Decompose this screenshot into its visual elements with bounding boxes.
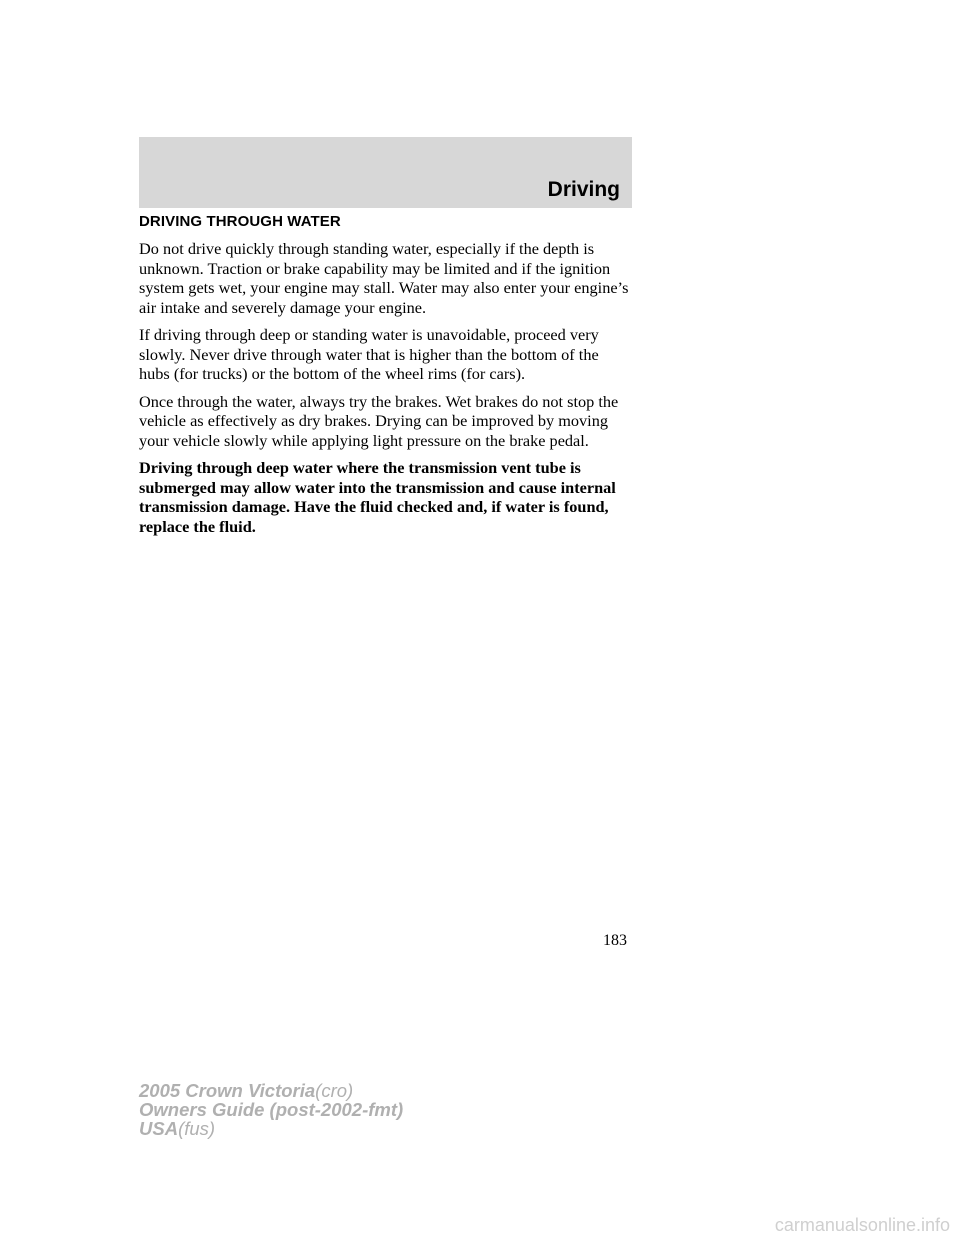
footer-model-code: (cro) — [315, 1080, 354, 1101]
section-heading: DRIVING THROUGH WATER — [139, 213, 341, 230]
footer-line-guide — [139, 1100, 403, 1119]
watermark-text: carmanualsonline.info — [774, 1215, 950, 1235]
footer-guide-name: Owners Guide (post-2002-fmt) — [139, 1099, 404, 1120]
section-title: Driving — [547, 178, 620, 201]
page-number: 183 — [603, 932, 627, 949]
paragraph-standing-water: Do not drive quickly through standing water, especially if the depth is unknown. Traction or brake capability may be limited and if the ignition system gets wet, your engine may stall. Water may also enter your engine’s air intake and severely damage your engine. — [139, 239, 629, 317]
document-footer — [139, 1081, 403, 1138]
paragraph-deep-water: If driving through deep or standing water is unavoidable, proceed very slowly. Never drive through water that is higher than the bottom of the hubs (for trucks) or the bottom of the wheel rims (for cars). — [139, 325, 599, 383]
footer-model-name: 2005 Crown Victoria — [139, 1080, 316, 1101]
footer-market-name: USA — [139, 1118, 179, 1139]
paragraph-wet-brakes: Once through the water, always try the brakes. Wet brakes do not stop the vehicle as effectively as dry brakes. Drying can be improved by moving your vehicle slowly while applying light pressure on the brake pedal. — [139, 391, 619, 450]
page-content — [139, 212, 632, 544]
transmission-warning: Driving through deep water where the transmission vent tube is submerged may allow water into the transmission and cause internal transmission damage. Have the fluid checked and, if water is found, replace the fluid. — [139, 458, 616, 536]
section-header-band — [139, 137, 632, 208]
footer-line-model — [139, 1081, 403, 1100]
footer-line-market — [139, 1119, 403, 1138]
footer-market-code: (fus) — [178, 1118, 216, 1139]
